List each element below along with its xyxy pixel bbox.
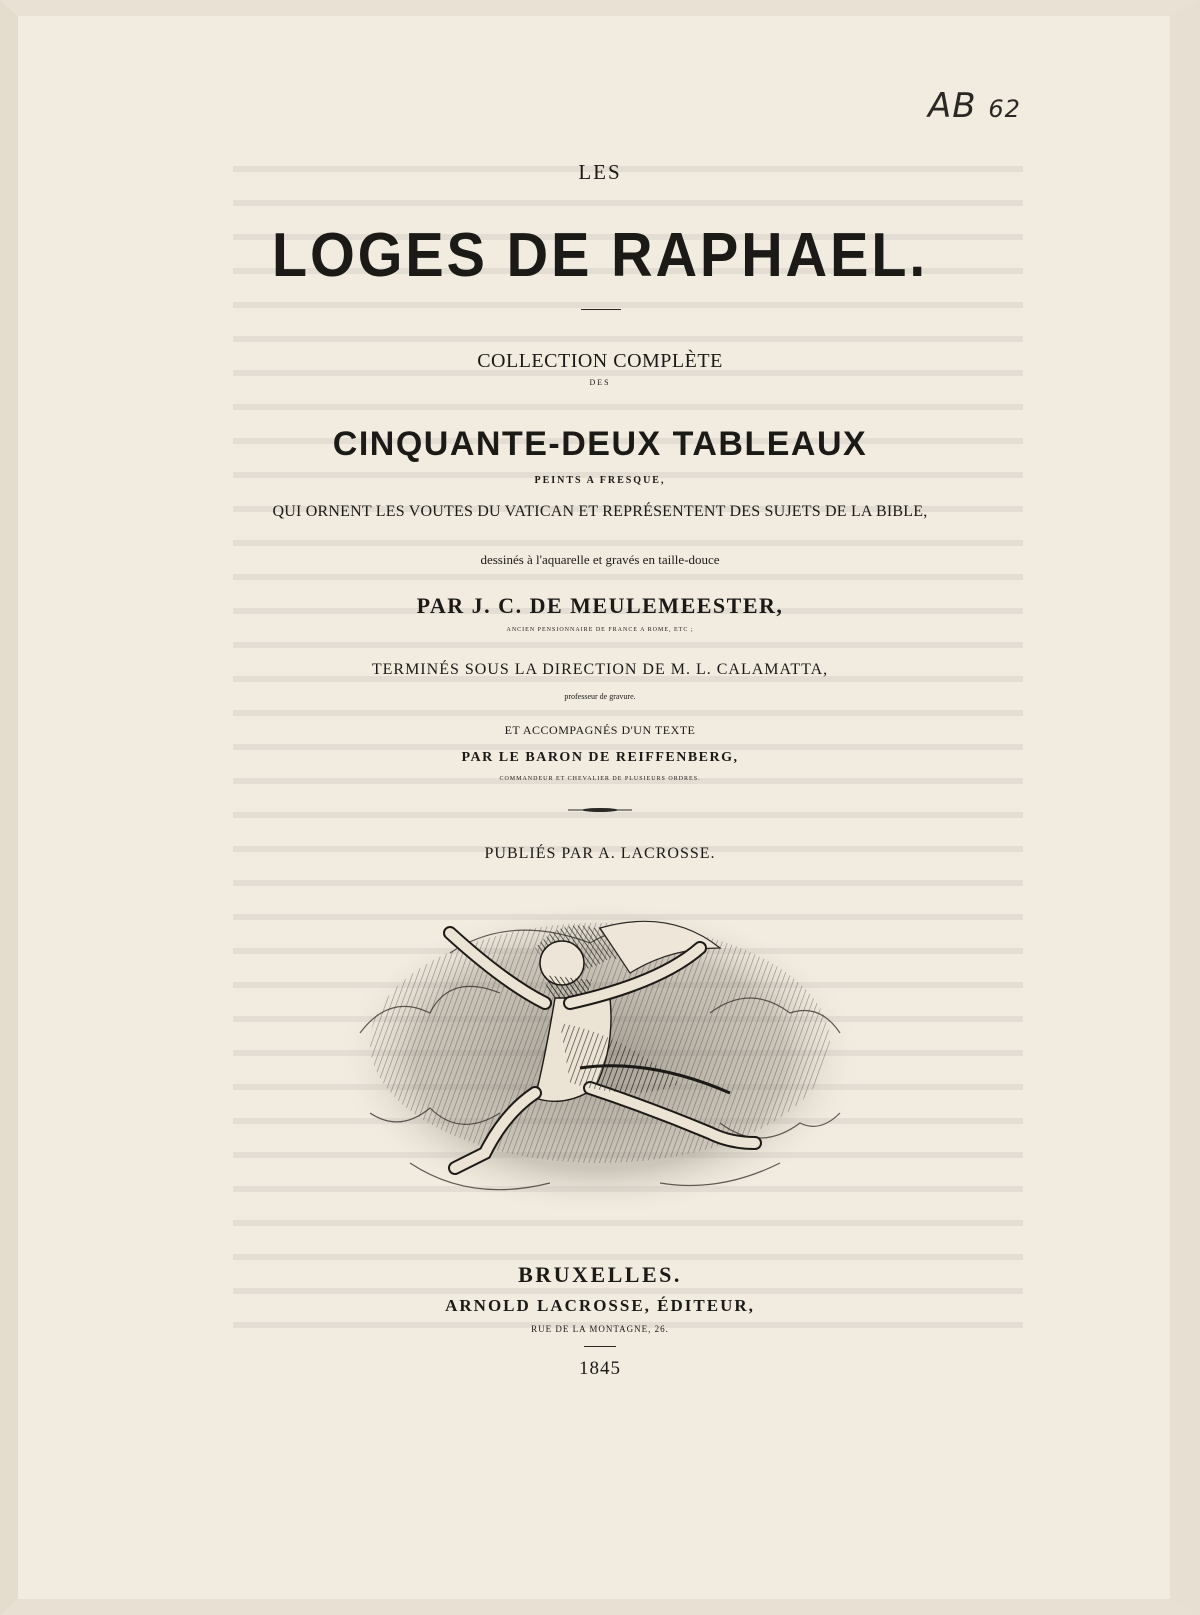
- imprint-address: RUE DE LA MONTAGNE, 26.: [531, 1324, 669, 1334]
- title-rule: [581, 309, 621, 310]
- direction-line: TERMINÉS SOUS LA DIRECTION DE M. L. CALAMATTA,: [371, 661, 829, 678]
- imprint-city: BRUXELLES.: [518, 1262, 682, 1287]
- imprint-publisher: ARNOLD LACROSSE, ÉDITEUR,: [445, 1296, 755, 1315]
- subject-heading: CINQUANTE-DEUX TABLEAUX: [332, 425, 868, 463]
- shelfmark-main: AB: [928, 86, 977, 126]
- author-note: ANCIEN PENSIONNAIRE DE FRANCE A ROME, ETC ;: [506, 627, 694, 633]
- text-author-note: COMMANDEUR ET CHEVALIER DE PLUSIEURS ORDRES.: [499, 776, 701, 782]
- engraved-vignette-icon: [330, 893, 870, 1223]
- accompagnes-line: ET ACCOMPAGNÉS D'UN TEXTE: [504, 723, 696, 737]
- description-line: QUI ORNENT LES VOUTES DU VATICAN ET REPRÉSENTENT DES SUJETS DE LA BIBLE,: [272, 503, 928, 520]
- ornamental-rule: [568, 806, 632, 814]
- publisher-line: PUBLIÉS PAR A. LACROSSE.: [484, 845, 716, 862]
- peints-line: PEINTS A FRESQUE,: [534, 475, 666, 486]
- dessines-line: dessinés à l'aquarelle et gravés en taille-douce: [480, 552, 720, 567]
- text-author-line: PAR LE BARON DE REIFFENBERG,: [461, 750, 739, 765]
- calamatta-note: professeur de gravure.: [564, 692, 636, 701]
- handwritten-shelfmark: [928, 86, 1021, 126]
- shelfmark-number: 62: [988, 95, 1021, 123]
- author-line: PAR J. C. DE MEULEMEESTER,: [416, 593, 784, 618]
- title-article: LES: [578, 160, 622, 184]
- imprint-rule: [584, 1346, 616, 1347]
- imprint-year: 1845: [579, 1358, 621, 1379]
- page-title: LOGES DE RAPHAEL.: [271, 221, 929, 290]
- des-small: DES: [589, 378, 611, 387]
- collection-heading: COLLECTION COMPLÈTE: [477, 350, 723, 372]
